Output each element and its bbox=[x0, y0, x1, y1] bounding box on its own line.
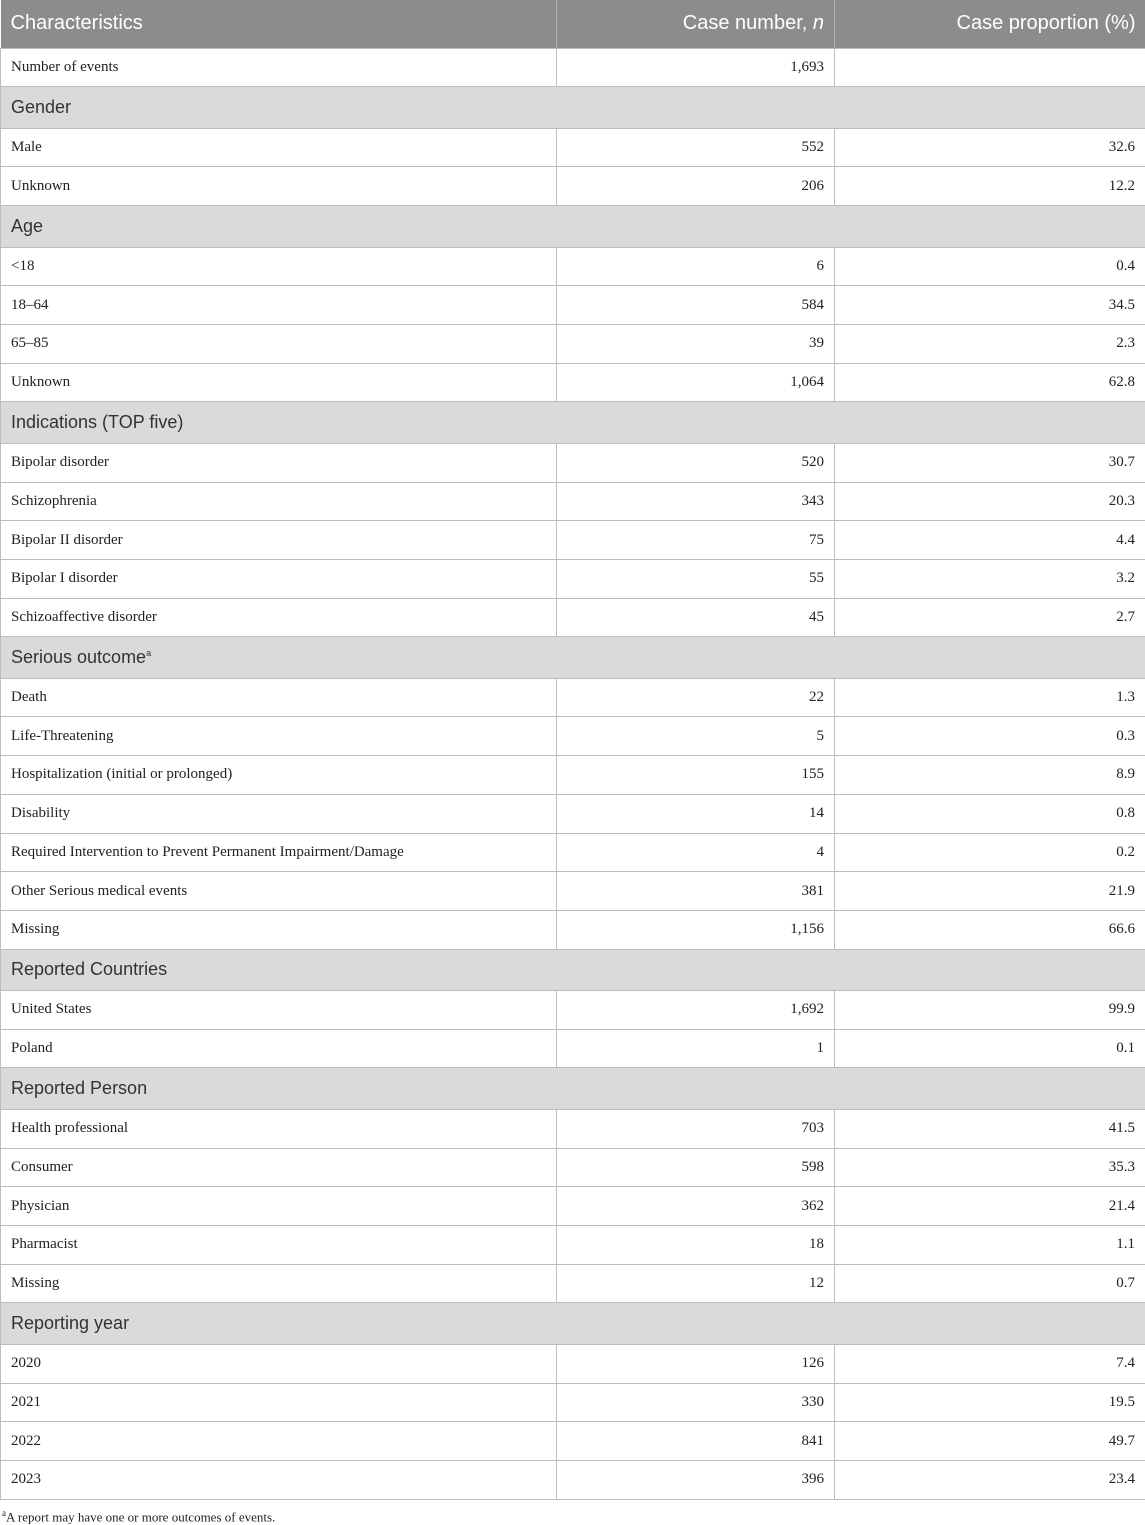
row-proportion: 62.8 bbox=[835, 363, 1145, 402]
row-count: 841 bbox=[557, 1422, 835, 1461]
row-proportion: 23.4 bbox=[835, 1460, 1145, 1499]
row-label: Number of events bbox=[1, 48, 557, 87]
section-title-text: Gender bbox=[11, 97, 71, 117]
row-count: 1 bbox=[557, 1029, 835, 1068]
row-proportion: 2.7 bbox=[835, 598, 1145, 637]
section-title-text: Reporting year bbox=[11, 1313, 129, 1333]
row-proportion: 2.3 bbox=[835, 324, 1145, 363]
row-label: Poland bbox=[1, 1029, 557, 1068]
table-row bbox=[1, 482, 1145, 521]
row-label: 18–64 bbox=[1, 286, 557, 325]
row-proportion: 41.5 bbox=[835, 1109, 1145, 1148]
row-count: 55 bbox=[557, 559, 835, 598]
row-proportion: 19.5 bbox=[835, 1383, 1145, 1422]
row-label: 2021 bbox=[1, 1383, 557, 1422]
row-proportion: 21.9 bbox=[835, 872, 1145, 911]
table-row bbox=[1, 128, 1145, 167]
row-count: 584 bbox=[557, 286, 835, 325]
table-row bbox=[1, 1264, 1145, 1303]
table-row bbox=[1, 833, 1145, 872]
row-label: Other Serious medical events bbox=[1, 872, 557, 911]
section-title bbox=[1, 1068, 1145, 1110]
row-label: Unknown bbox=[1, 167, 557, 206]
table-row bbox=[1, 1344, 1145, 1383]
row-proportion: 0.7 bbox=[835, 1264, 1145, 1303]
row-label: Life-Threatening bbox=[1, 717, 557, 756]
row-proportion bbox=[835, 48, 1145, 87]
row-proportion: 12.2 bbox=[835, 167, 1145, 206]
row-label: Bipolar II disorder bbox=[1, 521, 557, 560]
table-row bbox=[1, 678, 1145, 717]
row-label: Disability bbox=[1, 794, 557, 833]
section-header-row bbox=[1, 949, 1145, 991]
row-count: 703 bbox=[557, 1109, 835, 1148]
row-proportion: 35.3 bbox=[835, 1148, 1145, 1187]
section-header-row bbox=[1, 87, 1145, 129]
row-proportion: 0.3 bbox=[835, 717, 1145, 756]
row-label: Physician bbox=[1, 1187, 557, 1226]
row-count: 1,692 bbox=[557, 991, 835, 1030]
row-label: <18 bbox=[1, 247, 557, 286]
row-label: 2023 bbox=[1, 1460, 557, 1499]
footnote-text: A report may have one or more outcomes of events. bbox=[6, 1509, 275, 1524]
row-label: 65–85 bbox=[1, 324, 557, 363]
row-label: Hospitalization (initial or prolonged) bbox=[1, 756, 557, 795]
section-header-row bbox=[1, 1303, 1145, 1345]
row-count: 18 bbox=[557, 1226, 835, 1265]
row-count: 126 bbox=[557, 1344, 835, 1383]
section-header-row bbox=[1, 402, 1145, 444]
row-label: Health professional bbox=[1, 1109, 557, 1148]
row-proportion: 20.3 bbox=[835, 482, 1145, 521]
header-case-number-text: Case number, bbox=[683, 12, 813, 34]
table-row bbox=[1, 794, 1145, 833]
table-row bbox=[1, 1029, 1145, 1068]
table-row bbox=[1, 247, 1145, 286]
table-row bbox=[1, 443, 1145, 482]
row-proportion: 21.4 bbox=[835, 1187, 1145, 1226]
section-title bbox=[1, 87, 1145, 129]
table-row bbox=[1, 559, 1145, 598]
row-count: 1,064 bbox=[557, 363, 835, 402]
section-header-row bbox=[1, 637, 1145, 679]
table-row bbox=[1, 286, 1145, 325]
row-proportion: 4.4 bbox=[835, 521, 1145, 560]
row-proportion: 7.4 bbox=[835, 1344, 1145, 1383]
row-proportion: 49.7 bbox=[835, 1422, 1145, 1461]
table-row bbox=[1, 1422, 1145, 1461]
row-count: 75 bbox=[557, 521, 835, 560]
row-label: Missing bbox=[1, 1264, 557, 1303]
section-title bbox=[1, 206, 1145, 248]
table-row bbox=[1, 1148, 1145, 1187]
row-count: 39 bbox=[557, 324, 835, 363]
section-header-row bbox=[1, 206, 1145, 248]
section-title bbox=[1, 402, 1145, 444]
row-count: 22 bbox=[557, 678, 835, 717]
row-count: 206 bbox=[557, 167, 835, 206]
row-count: 12 bbox=[557, 1264, 835, 1303]
row-label: 2022 bbox=[1, 1422, 557, 1461]
table-row-number-of-events bbox=[1, 48, 1145, 87]
table-row bbox=[1, 324, 1145, 363]
row-proportion: 32.6 bbox=[835, 128, 1145, 167]
table-row bbox=[1, 1460, 1145, 1499]
row-label: Missing bbox=[1, 910, 557, 949]
section-title bbox=[1, 637, 1145, 679]
row-proportion: 1.3 bbox=[835, 678, 1145, 717]
table-row bbox=[1, 991, 1145, 1030]
row-proportion: 99.9 bbox=[835, 991, 1145, 1030]
row-count: 520 bbox=[557, 443, 835, 482]
table-row bbox=[1, 167, 1145, 206]
section-title-text: Age bbox=[11, 216, 43, 236]
row-label: 2020 bbox=[1, 1344, 557, 1383]
row-label: United States bbox=[1, 991, 557, 1030]
header-case-number bbox=[557, 0, 835, 48]
section-title-text: Serious outcome bbox=[11, 647, 146, 667]
row-count: 362 bbox=[557, 1187, 835, 1226]
row-count: 381 bbox=[557, 872, 835, 911]
table-row bbox=[1, 910, 1145, 949]
section-title-text: Reported Countries bbox=[11, 959, 167, 979]
row-label: Schizophrenia bbox=[1, 482, 557, 521]
row-count: 396 bbox=[557, 1460, 835, 1499]
row-count: 598 bbox=[557, 1148, 835, 1187]
header-row bbox=[1, 0, 1145, 48]
table-row bbox=[1, 363, 1145, 402]
row-proportion: 0.1 bbox=[835, 1029, 1145, 1068]
row-count: 14 bbox=[557, 794, 835, 833]
section-title-text: Indications (TOP five) bbox=[11, 412, 183, 432]
table-row bbox=[1, 756, 1145, 795]
header-case-proportion: Case proportion (%) bbox=[835, 0, 1145, 48]
row-count: 1,156 bbox=[557, 910, 835, 949]
section-title bbox=[1, 1303, 1145, 1345]
row-label: Schizoaffective disorder bbox=[1, 598, 557, 637]
row-proportion: 66.6 bbox=[835, 910, 1145, 949]
row-label: Unknown bbox=[1, 363, 557, 402]
row-label: Consumer bbox=[1, 1148, 557, 1187]
row-proportion: 0.4 bbox=[835, 247, 1145, 286]
table-row bbox=[1, 1187, 1145, 1226]
row-proportion: 34.5 bbox=[835, 286, 1145, 325]
section-header-row bbox=[1, 1068, 1145, 1110]
table-row bbox=[1, 1109, 1145, 1148]
table-row bbox=[1, 598, 1145, 637]
row-label: Required Intervention to Prevent Permanent Impairment/Damage bbox=[1, 833, 557, 872]
row-count: 5 bbox=[557, 717, 835, 756]
row-proportion: 0.2 bbox=[835, 833, 1145, 872]
row-label: Death bbox=[1, 678, 557, 717]
row-proportion: 1.1 bbox=[835, 1226, 1145, 1265]
footnote bbox=[0, 1500, 1145, 1525]
row-count: 330 bbox=[557, 1383, 835, 1422]
row-proportion: 3.2 bbox=[835, 559, 1145, 598]
section-title-text: Reported Person bbox=[11, 1078, 147, 1098]
footnote-marker: a bbox=[2, 1508, 6, 1518]
row-count: 1,693 bbox=[557, 48, 835, 87]
row-count: 155 bbox=[557, 756, 835, 795]
table-row bbox=[1, 717, 1145, 756]
table-row bbox=[1, 521, 1145, 560]
row-label: Bipolar disorder bbox=[1, 443, 557, 482]
header-characteristics: Characteristics bbox=[1, 0, 557, 48]
table-row bbox=[1, 872, 1145, 911]
row-proportion: 30.7 bbox=[835, 443, 1145, 482]
row-proportion: 0.8 bbox=[835, 794, 1145, 833]
table-row bbox=[1, 1383, 1145, 1422]
row-label: Male bbox=[1, 128, 557, 167]
row-proportion: 8.9 bbox=[835, 756, 1145, 795]
row-count: 343 bbox=[557, 482, 835, 521]
header-case-number-italic: n bbox=[813, 12, 824, 34]
row-count: 552 bbox=[557, 128, 835, 167]
row-count: 45 bbox=[557, 598, 835, 637]
table-row bbox=[1, 1226, 1145, 1265]
section-title bbox=[1, 949, 1145, 991]
row-label: Pharmacist bbox=[1, 1226, 557, 1265]
row-count: 6 bbox=[557, 247, 835, 286]
section-title-footnote-marker: a bbox=[146, 648, 151, 658]
row-count: 4 bbox=[557, 833, 835, 872]
row-label: Bipolar I disorder bbox=[1, 559, 557, 598]
